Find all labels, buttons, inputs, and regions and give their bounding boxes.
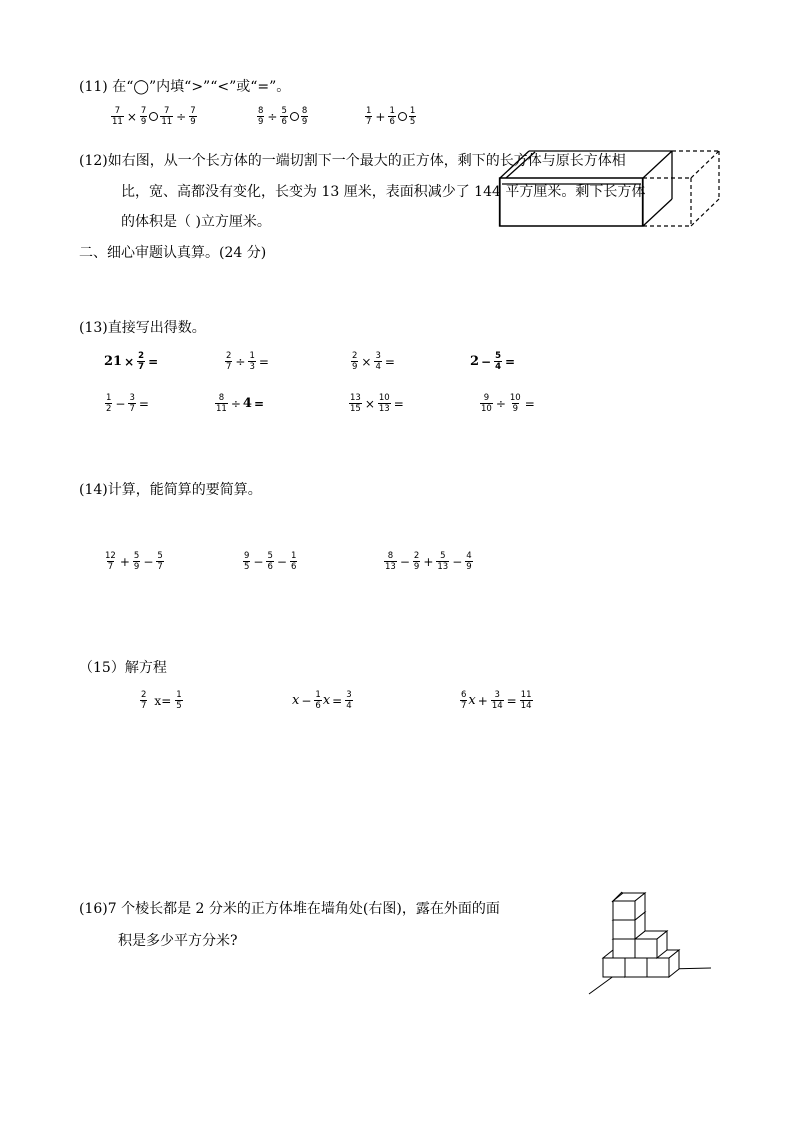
q14-expr-3: $\frac{8}{13}$ − $\frac{2}{9}$ + $\frac{5}{13}$ − $\frac{4}{9}$ — [385, 551, 472, 572]
q11-expr-2: $\frac{8}{9}$ ÷ $\frac{5}{6}$ $\frac{8}{9}$ — [258, 106, 308, 127]
q13-r2-2: $\frac{8}{11}$ ÷ 4 = — [216, 393, 264, 414]
q12-line-3: 的体积是（ )立方厘米。 — [121, 214, 271, 230]
q13-label: (13)直接写出得数。 — [79, 320, 206, 336]
q12-line-1: (12)如右图，从一个长方体的一端切割下一个最大的正方体，剩下的长方体与原长方体相 — [79, 153, 626, 169]
q14-expr-1: $\frac{12}{7}$ + $\frac{5}{9}$ − $\frac{5}{7}$ — [105, 551, 163, 572]
q14-expr-2: $\frac{9}{5}$ − $\frac{5}{6}$ − $\frac{1}{6}$ — [244, 551, 297, 572]
q11-expr-1: $\frac{7}{11}$ × $\frac{7}{9}$ $\frac{7}{11}$ ÷ $\frac{7}{9}$ — [112, 106, 196, 127]
q12-line-2: 比，宽、高都没有变化，长变为 13 厘米，表面积减少了 144 平方厘米。剩下长方体 — [121, 184, 646, 200]
section-2-title: 二、细心审题认真算。(24 分) — [79, 245, 267, 261]
q13-r1-4: 2 − $\frac{5}{4}$ = — [470, 351, 516, 372]
q15-eq-1: $\frac{2}{7}$ x= $\frac{1}{5}$ — [141, 690, 182, 711]
q11-expr-3: $\frac{1}{7}$ + $\frac{1}{6}$ $\frac{1}{5}$ — [366, 106, 416, 127]
cuboid-figure — [498, 148, 723, 230]
q13-r1-1: 21 × $\frac{2}{7}$ = — [104, 351, 159, 372]
q13-r2-1: $\frac{1}{2}$ − $\frac{3}{7}$ = — [106, 393, 149, 414]
stacked-cubes-figure — [586, 888, 716, 998]
q13-r1-2: $\frac{2}{7}$ ÷ $\frac{1}{3}$ = — [226, 351, 269, 372]
q15-label: （15）解方程 — [79, 660, 167, 676]
q15-eq-3: $\frac{6}{7}$ x + $\frac{3}{14}$ = $\frac{11}{14}$ — [461, 690, 532, 711]
compare-circle[interactable] — [290, 112, 299, 121]
q13-r1-3: $\frac{2}{9}$ × $\frac{3}{4}$ = — [352, 351, 395, 372]
q16-line-2: 积是多少平方分米? — [118, 933, 238, 949]
compare-circle[interactable] — [398, 112, 407, 121]
q14-label: (14)计算，能简算的要简算。 — [79, 482, 262, 498]
q15-eq-2: x − $\frac{1}{6}$ x = $\frac{3}{4}$ — [292, 690, 352, 711]
compare-circle[interactable] — [149, 112, 158, 121]
q11-label: (11) 在“◯”内填“>”“<”或“=”。 — [79, 79, 291, 95]
q13-r2-4: $\frac{9}{10}$ ÷ $\frac{10}{9}$ = — [481, 393, 535, 414]
q16-line-1: (16)7 个棱长都是 2 分米的正方体堆在墙角处(右图)，露在外面的面 — [79, 901, 500, 917]
q13-r2-3: $\frac{13}{15}$ × $\frac{10}{13}$ = — [350, 393, 404, 414]
